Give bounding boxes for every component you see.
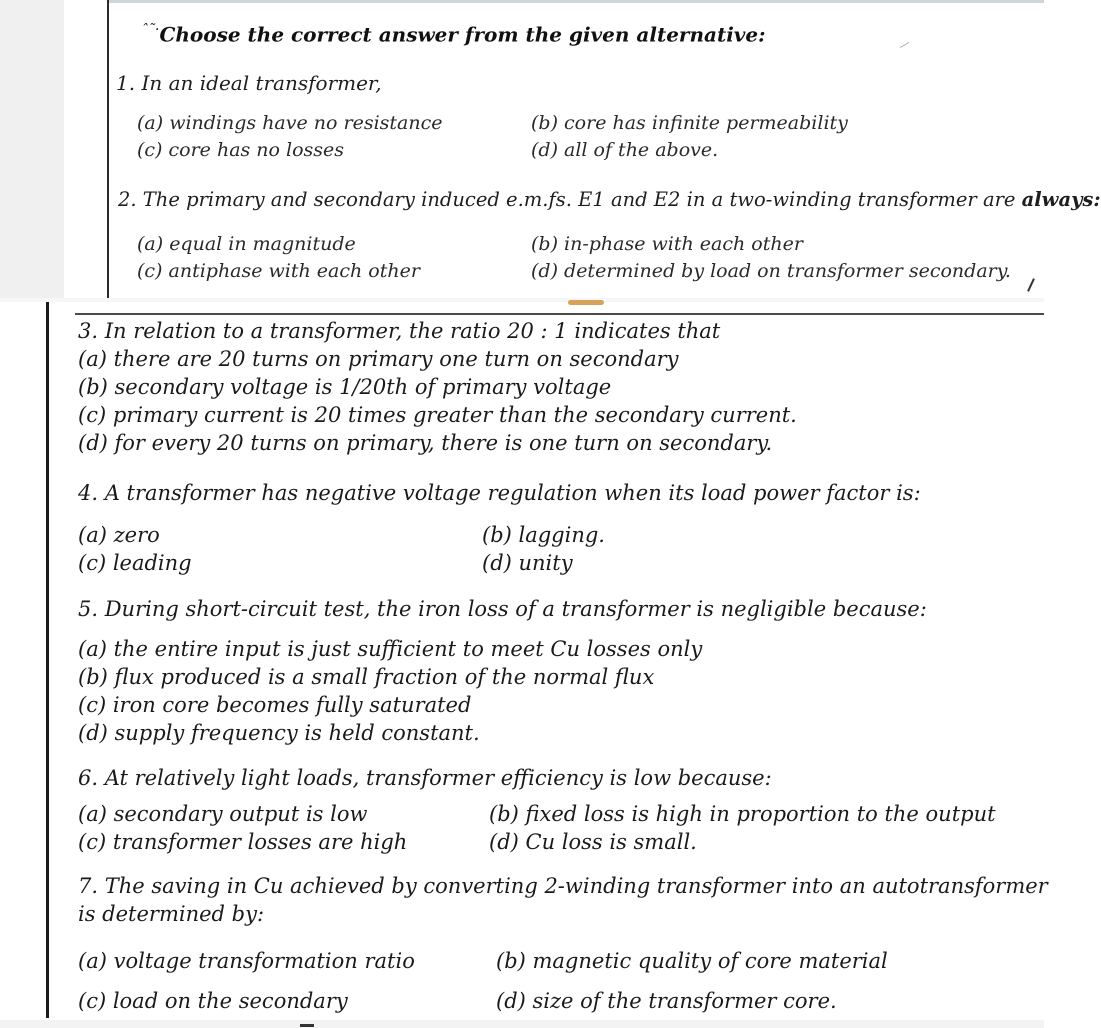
question-6-option-b: (b) fixed loss is high in proportion to the output: [489, 802, 996, 826]
question-1-option-b: (b) core has infinite permeability: [531, 112, 848, 134]
question-1-option-c: (c) core has no losses: [137, 139, 345, 161]
bottom-edge: [0, 1020, 1044, 1028]
question-3-option-a: (a) there are 20 turns on primary one turn on secondary: [78, 347, 679, 371]
question-6-option-a: (a) secondary output is low: [78, 802, 368, 826]
section-rule: [75, 313, 1044, 315]
question-6-prompt: 6. At relatively light loads, transformer efficiency is low because:: [78, 766, 772, 790]
heading-text: Choose the correct answer from the given alternative:: [159, 22, 766, 47]
question-4-option-a: (a) zero: [78, 523, 160, 547]
question-3-option-b: (b) secondary voltage is 1/20th of primary voltage: [78, 375, 612, 399]
question-2-prompt-text: 2. The primary and secondary induced e.m.fs. E1 and E2 in a two-winding transformer are: [118, 188, 1022, 211]
instructions-heading: [141, 22, 766, 47]
question-6-option-d: (d) Cu loss is small.: [489, 830, 697, 854]
question-2-option-c: (c) antiphase with each other: [137, 260, 420, 282]
question-5-option-b: (b) flux produced is a small fraction of the normal flux: [78, 665, 655, 689]
pen-mark: [300, 1024, 314, 1027]
question-4-option-b: (b) lagging.: [482, 523, 605, 547]
upper-margin-rule: [107, 0, 109, 298]
question-3-option-c: (c) primary current is 20 times greater than the secondary current.: [78, 403, 797, 427]
question-7-option-a: (a) voltage transformation ratio: [78, 949, 415, 973]
page-seam: [0, 298, 1044, 302]
question-5-option-d: (d) supply frequency is held constant.: [78, 721, 480, 745]
top-rule: [108, 0, 1044, 3]
question-4-option-d: (d) unity: [482, 551, 573, 575]
question-2-prompt: [118, 188, 1101, 211]
question-3-prompt: 3. In relation to a transformer, the ratio 20 : 1 indicates that: [78, 319, 721, 343]
question-1-option-d: (d) all of the above.: [531, 139, 719, 161]
question-4-option-c: (c) leading: [78, 551, 192, 575]
heading-mark: ˆ˜·: [141, 22, 160, 38]
question-3-option-d: (d) for every 20 turns on primary, there is one turn on secondary.: [78, 431, 773, 455]
question-2-option-d: (d) determined by load on transformer secondary.: [531, 260, 1011, 282]
question-5-prompt: 5. During short-circuit test, the iron loss of a transformer is negligible because:: [78, 597, 927, 621]
question-1-prompt: 1. In an ideal transformer,: [116, 71, 382, 95]
question-6-option-c: (c) transformer losses are high: [78, 830, 408, 854]
pen-mark: [1027, 278, 1035, 292]
question-2-option-b: (b) in-phase with each other: [531, 233, 803, 255]
question-7-option-b: (b) magnetic quality of core material: [496, 949, 888, 973]
question-1-option-a: (a) windings have no resistance: [137, 112, 443, 134]
question-2-prompt-emphasis: always:: [1021, 188, 1101, 211]
scan-margin: [0, 0, 64, 298]
question-5-option-a: (a) the entire input is just sufficient to meet Cu losses only: [78, 637, 703, 661]
question-7-prompt-line-2: is determined by:: [78, 902, 265, 926]
question-7-prompt-line-1: 7. The saving in Cu achieved by converting 2-winding transformer into an autotransformer: [78, 874, 1048, 898]
question-4-prompt: 4. A transformer has negative voltage regulation when its load power factor is:: [78, 481, 921, 505]
lower-margin-rule: [46, 302, 49, 1018]
question-7-option-d: (d) size of the transformer core.: [496, 989, 837, 1013]
highlight-mark: [568, 300, 604, 305]
question-5-option-c: (c) iron core becomes fully saturated: [78, 693, 472, 717]
question-7-option-c: (c) load on the secondary: [78, 989, 348, 1013]
pen-mark: [900, 42, 909, 48]
question-2-option-a: (a) equal in magnitude: [137, 233, 356, 255]
